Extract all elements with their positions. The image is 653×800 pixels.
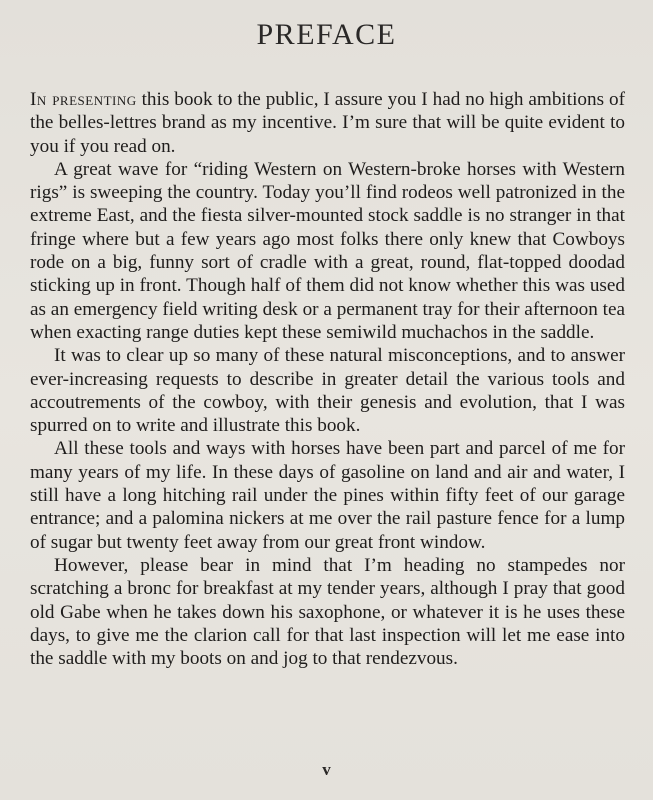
paragraph-3: It was to clear up so many of these natural misconceptions, and to answer ever-increasing requests to describe in greater detail the various tools and accoutrements of the cowboy, with their genesis and evolution, that I was spurred on to write and illustrate this book. bbox=[30, 345, 625, 437]
preface-body bbox=[30, 88, 625, 670]
paragraph-2: A great wave for “riding Western on Western-broke horses with Western rigs” is sweeping the country. Today you’ll find rodeos well patronized in the extreme East, and the fiesta silver-mounted stock saddle is no stranger in that fringe where but a few years ago most folks there only knew that Cowboys rode on a big, funny sort of cradle with a great, round, flat-topped doodad sticking up in front. Though half of them did not know whether this was used as an emergency field writing desk or a permanent tray for their afternoon tea when exacting range duties kept these semiwild muchachos in the saddle. bbox=[30, 158, 625, 343]
page-title: PREFACE bbox=[256, 18, 397, 51]
paragraph-lead-small-caps: In presenting bbox=[30, 89, 137, 110]
page-number: v bbox=[322, 760, 331, 779]
paragraph-4: All these tools and ways with horses have been part and parcel of me for many years of my life. In these days of gasoline on land and air and water, I still have a long hitching rail under the pines within fifty feet of our garage entrance; and a palomina nickers at me over the rail pasture fence for a lump of sugar but twenty feet away from our great front window. bbox=[30, 438, 625, 553]
paragraph-1-text: this book to the public, I assure you I had no high ambitions of the belles-lettres brand as my incentive. I’m sure that will be quite evident to you if you read on. bbox=[30, 89, 625, 157]
paragraph-5: However, please bear in mind that I’m heading no stampedes nor scratching a bronc for breakfast at my tender years, although I pray that good old Gabe when he takes down his saxophone, or whatever it is he uses these days, to give me the clarion call for that last inspection will let me ease into the saddle with my boots on and jog to that rendezvous. bbox=[30, 554, 625, 670]
paragraph-1 bbox=[30, 88, 625, 158]
